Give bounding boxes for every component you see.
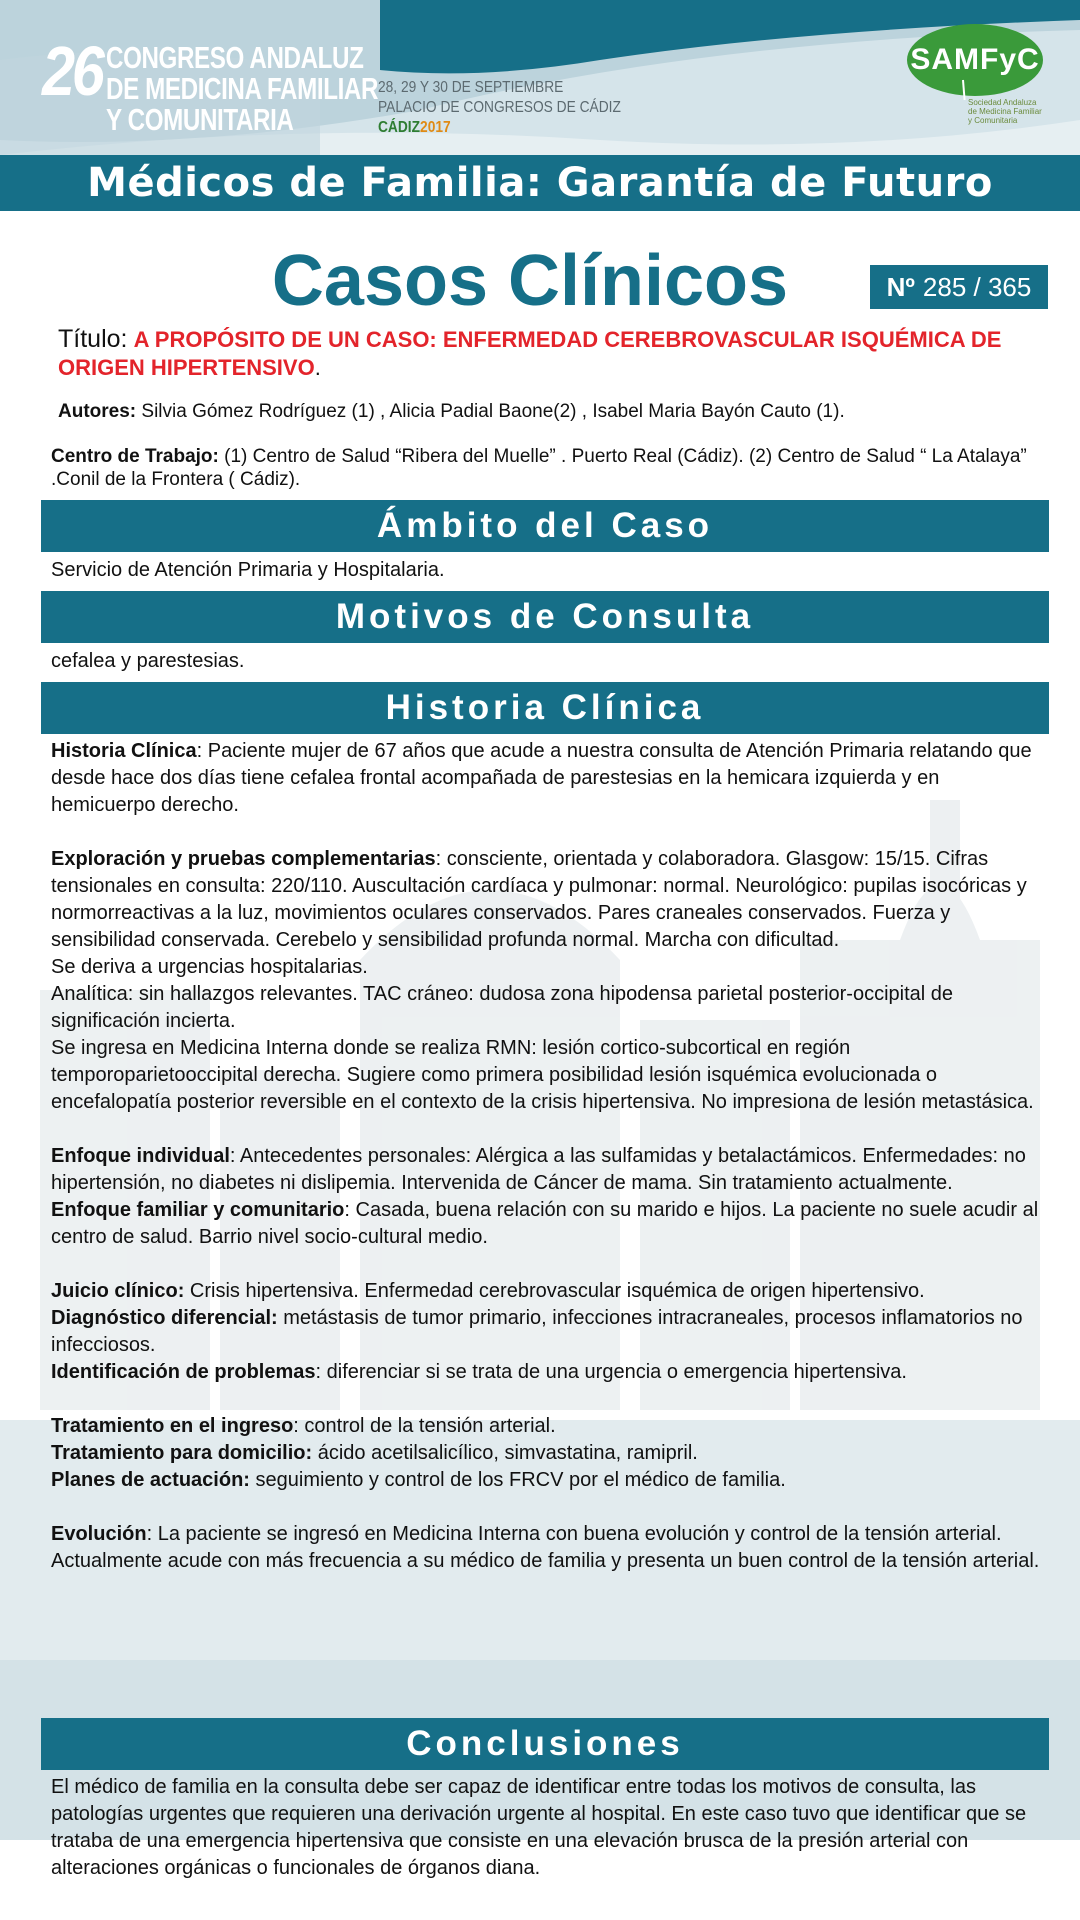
city-year [378,118,621,138]
congress-line-3: Y COMUNITARIA [106,102,294,137]
enfoque-individual-paragraph [51,1143,1041,1197]
section-body-historia [51,738,1041,1575]
congress-line-1: CONGRESO ANDALUZ [106,40,364,75]
expl-text: : consciente, orientada y colaboradora. Glasgow: 15/15. Cifras tensionales en consulta: 220/110. Auscultación cardíaca y pulmonar: normal. Neurológico: pupilas isocóricas y normorreactivas a la luz, movimientos oculares conservados. Pares craneales conservados. Fuerza y sensibilidad conservada. Cerebelo y sensibilidad profunda normal. Marcha con dificultad. [51,848,1027,951]
dates-text: 28, 29 Y 30 DE SEPTIEMBRE [378,79,564,96]
ti-text: : control de la tensión arterial. [293,1415,556,1437]
hc-label: Historia Clínica [51,740,197,762]
page-title: Casos Clínicos [271,241,789,321]
expl-label: Exploración y pruebas complementarias [51,848,436,870]
case-number-badge [870,265,1048,309]
congress-name [106,42,378,135]
dd-label: Diagnóstico diferencial: [51,1307,278,1329]
congress-line-2: DE MEDICINA FAMILIAR [106,71,379,106]
authors-label: Autores: [58,401,137,422]
samfyc-logo-text: SAMFyC [910,43,1040,76]
samfyc-subtitle [968,98,1042,125]
ip-text: : diferenciar si se trata de una urgencia o emergencia hipertensiva. [315,1361,907,1383]
td-label: Tratamiento para domicilio: [51,1442,313,1464]
td-text: ácido acetilsalicílico, simvastatina, ramipril. [312,1442,698,1464]
case-number-label: Nº [886,271,915,302]
section-body-conclusiones: El médico de familia en la consulta debe ser capaz de identificar entre todas los motivos de consulta, las patologías urgentes que requieren una derivación urgente al hospital. En este caso tuvo que identificar que se trataba de una emergencia hipertensiva que consiste en una elevación brusca de la presión arterial con alteraciones orgánicas o funcionales de órganos diana. [51,1776,1027,1879]
samfyc-subtitle-line-3: y Comunitaria [968,116,1018,125]
ef-text: : Casada, buena relación con su marido e hijos. La paciente no suele acudir al centro de salud. Barrio nivel socio-cultural medio. [51,1199,1039,1248]
center-label: Centro de Trabajo: [51,446,219,467]
juicio-clinico-paragraph [51,1278,1041,1305]
jc-label: Juicio clínico: [51,1280,185,1302]
section-header-historia [41,682,1049,734]
year-text: 2017 [420,119,451,136]
case-number-value: 285 / 365 [922,271,1032,302]
title-text: A PROPÓSITO DE UN CASO: ENFERMEDAD CEREBROVASCULAR ISQUÉMICA DE ORIGEN HIPERTENSIVO [58,327,1002,380]
ingreso-line: Se ingresa en Medicina Interna donde se realiza RMN: lesión cortico-subcortical en región temporoparietooccipital derecha. Sugiere como primera posibilidad lesión isquémica evolucionada o encefalopatía posterior reversible en el contexto de la crisis hipertensiva. No impresiona de lesión metastásica. [51,1037,1034,1113]
samfyc-subtitle-line-2: de Medicina Familiar [968,107,1042,116]
authors [58,400,1038,424]
slogan-text: Médicos de Familia: Garantía de Futuro [87,160,993,206]
ip-label: Identificación de problemas [51,1361,316,1383]
section-header-conclusiones [41,1718,1049,1770]
ti-label: Tratamiento en el ingreso [51,1415,294,1437]
planes-actuacion-paragraph [51,1467,1041,1494]
enfoque-familiar-paragraph [51,1197,1041,1251]
section-body-motivos: cefalea y parestesias. [51,650,245,672]
ev-text: : La paciente se ingresó en Medicina Interna con buena evolución y control de la tensión arterial. Actualmente acude con más frecuencia a su médico de familia y presenta un buen control de la tensión arterial. [51,1523,1040,1572]
city-text: CÁDIZ [378,119,421,136]
work-center [51,445,1036,491]
title-end: . [314,355,321,380]
title-label: Título: [58,325,128,353]
congress-dates [378,78,621,138]
samfyc-subtitle-line-1: Sociedad Andaluza [968,98,1037,107]
congress-number: 26 [42,32,102,110]
diagnostico-diferencial-paragraph [51,1305,1041,1359]
derivacion-line: Se deriva a urgencias hospitalarias. [51,956,368,978]
section-title-historia: Historia Clínica [385,688,705,727]
ev-label: Evolución [51,1523,147,1545]
center-text: (1) Centro de Salud “Ribera del Muelle” . Puerto Real (Cádiz). (2) Centro de Salud “ La Atalaya” .Conil de la Frontera ( Cádiz). [51,446,1027,490]
ei-label: Enfoque individual [51,1145,230,1167]
congress-header [0,0,1080,155]
authors-text: Silvia Gómez Rodríguez (1) , Alicia Padial Baone(2) , Isabel Maria Bayón Cauto (1). [136,401,845,422]
pa-text: seguimiento y control de los FRCV por el médico de familia. [249,1469,786,1491]
ei-text: : Antecedentes personales: Alérgica a las sulfamidas y betalactámicos. Enfermedades: no hipertensión, no diabetes ni dislipemia. Intervenida de Cáncer de mama. Sin tratamiento actualmente. [51,1145,1026,1194]
hc-text: : Paciente mujer de 67 años que acude a nuestra consulta de Atención Primaria relatando que desde hace dos días tiene cefalea frontal acompañada de parestesias en la hemicara izquierda y en hemicuerpo derecho. [51,740,1032,816]
pa-label: Planes de actuación: [51,1469,250,1491]
section-title-ambito: Ámbito del Caso [376,506,714,545]
tratamiento-ingreso-paragraph [51,1413,1041,1440]
section-title-motivos: Motivos de Consulta [335,597,755,636]
exploracion-paragraph [51,846,1041,954]
dd-text: metástasis de tumor primario, infecciones intracraneales, procesos inflamatorios no infecciosos. [51,1307,1023,1356]
historia-paragraph [51,738,1041,819]
slogan-banner [0,155,1080,211]
tratamiento-domicilio-paragraph [51,1440,1041,1467]
section-header-motivos [41,591,1049,643]
section-body-ambito: Servicio de Atención Primaria y Hospitalaria. [51,559,445,581]
analitica-line: Analítica: sin hallazgos relevantes. TAC cráneo: dudosa zona hipodensa parietal posterior-occipital de significación incierta. [51,983,954,1032]
section-header-ambito [41,500,1049,552]
jc-text: Crisis hipertensiva. Enfermedad cerebrovascular isquémica de origen hipertensivo. [184,1280,925,1302]
venue-text: PALACIO DE CONGRESOS DE CÁDIZ [378,99,621,116]
case-title [58,325,1018,382]
evolucion-paragraph [51,1521,1041,1575]
ef-label: Enfoque familiar y comunitario [51,1199,345,1221]
identificacion-problemas-paragraph [51,1359,1041,1386]
section-title-conclusiones: Conclusiones [406,1724,684,1763]
